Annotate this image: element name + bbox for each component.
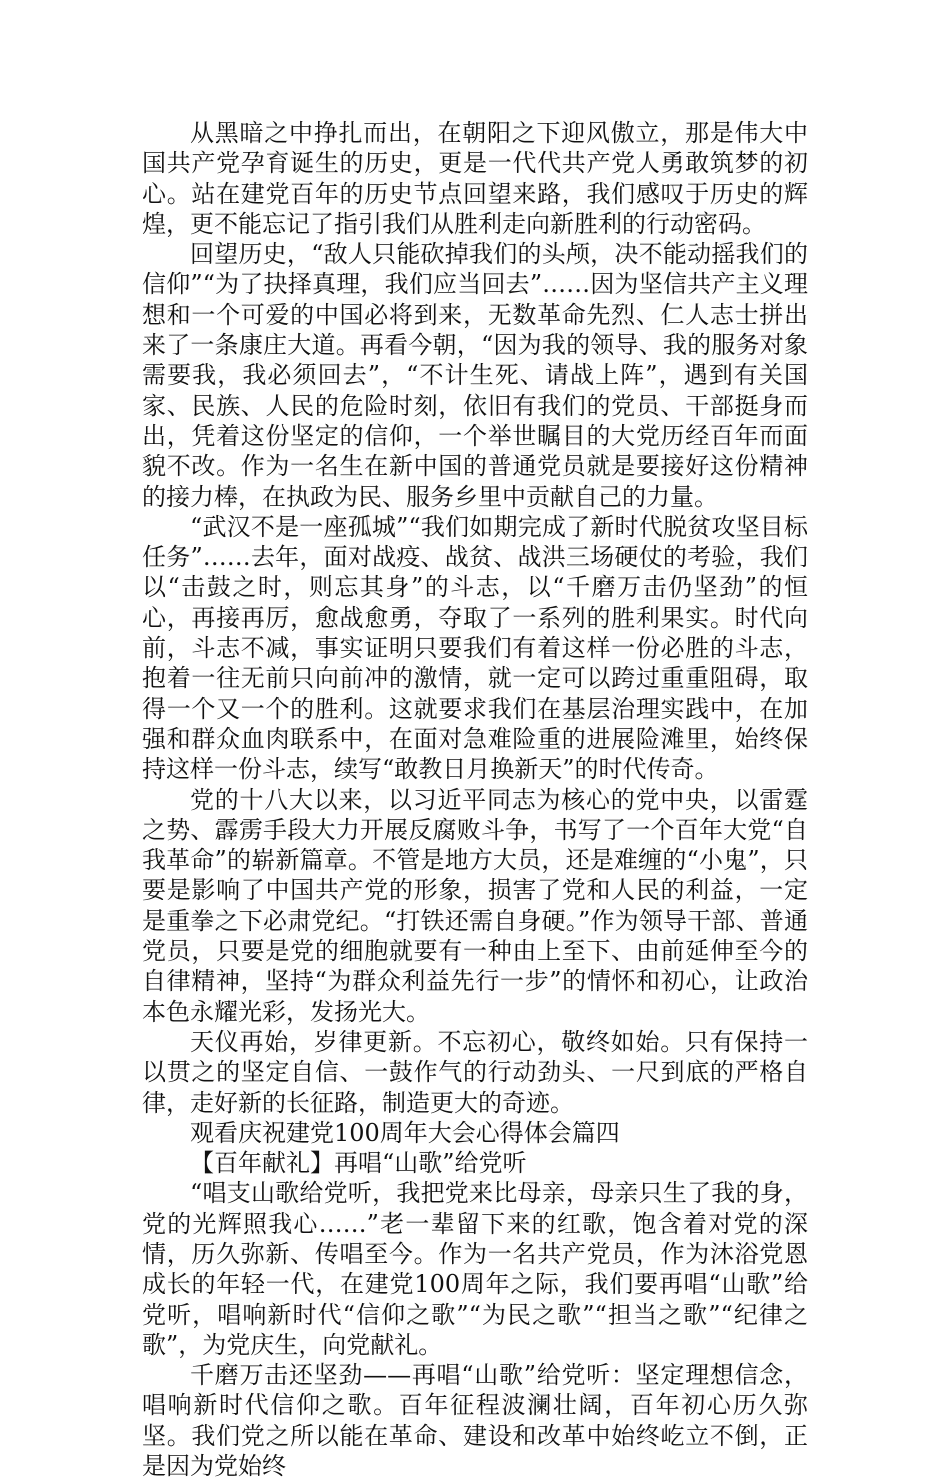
paragraph-fighting-spirit: “武汉不是一座孤城”“我们如期完成了新时代脱贫攻坚目标任务”……去年，面对战疫、战贫、战洪三场硬仗的考验，我们以“击鼓之时，则忘其身”的斗志，以“千磨万击仍坚劲”的恒心，再接再厉，愈战愈勇，夺取了一系列的胜利果实。时代向前，斗志不减，事实证明只要我们有着这样一份必胜的斗志，抱着一往无前只向前冲的激情，就一定可以跨过重重阻碍，取得一个又一个的胜利。这就要求我们在基层治理实践中，在加强和群众血肉联系中，在面对急难险重的进展险滩里，始终保持这样一份斗志，续写“敢教日月换新天”的时代传奇。	[142, 512, 808, 784]
paragraph-belief-song: 千磨万击还坚劲——再唱“山歌”给党听：坚定理想信念，唱响新时代信仰之歌。百年征程波澜壮阔，百年初心历久弥坚。我们党之所以能在革命、建设和改革中始终屹立不倒，正是因为党始终	[142, 1361, 808, 1481]
paragraph-self-discipline: 党的十八大以来，以习近平同志为核心的党中央，以雷霆之势、霹雳手段大力开展反腐败斗争，书写了一个百年大党“自我革命”的崭新篇章。不管是地方大员，还是难缠的“小鬼”，只要是影响了中国共产党的形象，损害了党和人民的利益，一定是重拳之下必肃党纪。“打铁还需自身硬。”作为领导干部、普通党员，只要是党的细胞就要有一种由上至下、由前延伸至今的自律精神，坚持“为群众利益先行一步”的情怀和初心，让政治本色永耀光彩，发扬光大。	[142, 785, 808, 1026]
paragraph-song: “唱支山歌给党听，我把党来比母亲，母亲只生了我的身，党的光辉照我心……”老一辈留下来的红歌，饱含着对党的深情，历久弥新、传唱至今。作为一名共产党员，作为沐浴党恩成长的年轻一代，在建党100周年之际，我们要再唱“山歌”给党听，唱响新时代“信仰之歌”“为民之歌”“担当之歌”“纪律之歌”，为党庆生，向党献礼。	[142, 1179, 808, 1359]
section-heading: 观看庆祝建党100周年大会心得体会篇四	[190, 1118, 620, 1147]
paragraph-faith: 回望历史，“敌人只能砍掉我们的头颅，决不能动摇我们的信仰”“为了抉择真理，我们应当回去”……因为坚信共产主义理想和一个可爱的中国必将到来，无数革命先烈、仁人志士拼出来了一条康庄大道。再看今朝，“因为我的领导、我的服务对象需要我，我必须回去”，“不计生死、请战上阵”，遇到有关国家、民族、人民的危险时刻，依旧有我们的党员、干部挺身而出，凭着这份坚定的信仰，一个举世瞩目的大党历经百年而面貌不改。作为一名生在新中国的普通党员就是要接好这份精神的接力棒，在执政为民、服务乡里中贡献自己的力量。	[142, 240, 808, 511]
section-subheading: 【百年献礼】再唱“山歌”给党听	[190, 1149, 527, 1178]
paragraph-conclusion: 天仪再始，岁律更新。不忘初心，敬终如始。只有保持一以贯之的坚定自信、一鼓作气的行动劲头、一尺到底的严格自律，走好新的长征路，制造更大的奇迹。	[142, 1027, 808, 1117]
paragraph-intro: 从黑暗之中挣扎而出，在朝阳之下迎风傲立，那是伟大中国共产党孕育诞生的历史，更是一代代共产党人勇敢筑梦的初心。站在建党百年的历史节点回望来路，我们感叹于历史的辉煌，更不能忘记了指引我们从胜利走向新胜利的行动密码。	[142, 119, 808, 238]
